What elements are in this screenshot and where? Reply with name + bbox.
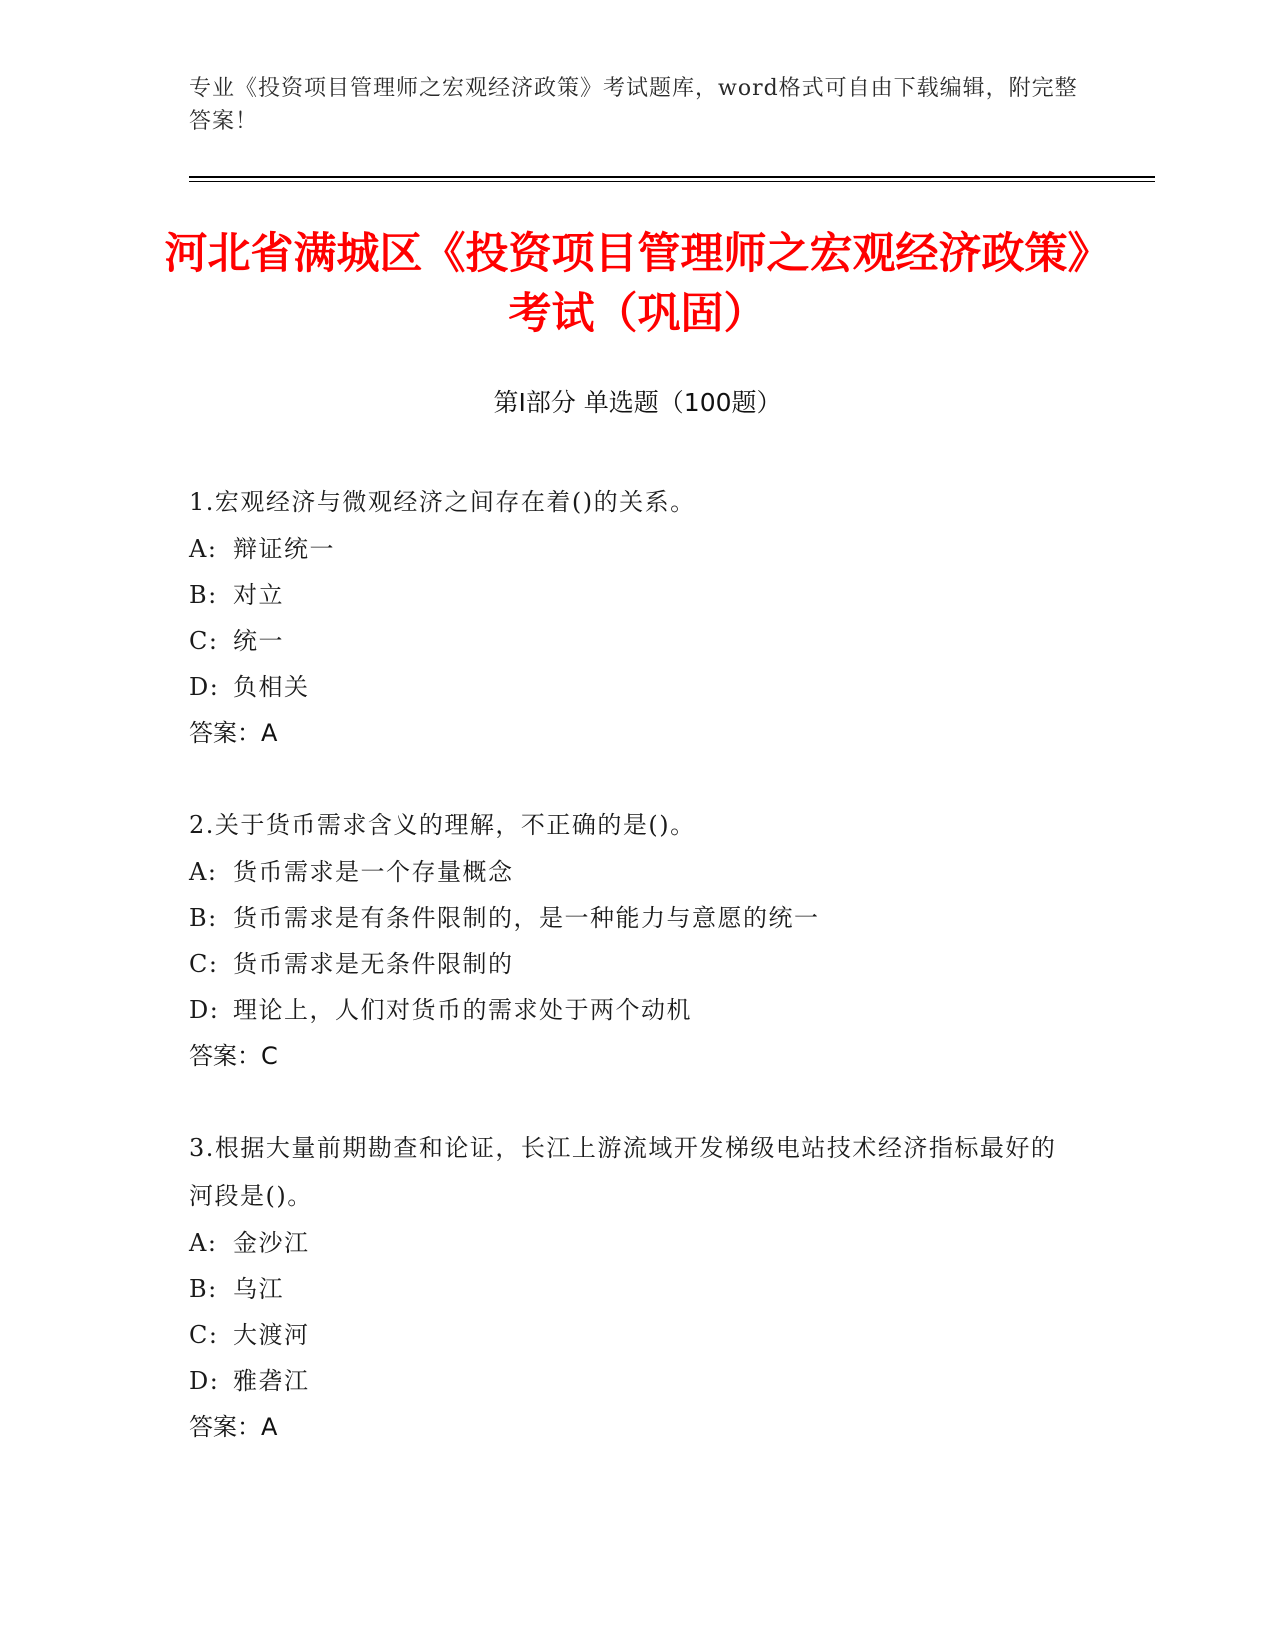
option-d <box>189 1358 1069 1404</box>
option-letter: D: <box>189 1367 220 1395</box>
header-note: 专业《投资项目管理师之宏观经济政策》考试题库，word格式可自由下载编辑，附完整答案！ <box>189 76 1078 134</box>
option-text: 统一 <box>233 627 284 655</box>
question-stem: 3.根据大量前期勘查和论证，长江上游流域开发梯级电站技术经济指标最好的河段是()。 <box>189 1134 1057 1210</box>
option-letter: C: <box>189 1321 219 1349</box>
option-text: 货币需求是无条件限制的 <box>233 950 514 978</box>
header-divider-thick <box>189 176 1155 178</box>
option-text: 金沙江 <box>233 1229 310 1257</box>
document-title: 河北省满城区《投资项目管理师之宏观经济政策》考试（巩固） <box>164 229 1111 339</box>
option-c <box>189 1312 1069 1358</box>
question-2 <box>189 801 1069 1079</box>
option-a <box>189 526 1069 572</box>
option-text: 雅砻江 <box>233 1367 310 1395</box>
option-letter: D: <box>189 996 220 1024</box>
option-b <box>189 572 1069 618</box>
option-letter: C: <box>189 950 219 978</box>
option-text: 辩证统一 <box>233 535 335 563</box>
option-b <box>189 895 1069 941</box>
option-c <box>189 618 1069 664</box>
option-text: 负相关 <box>233 673 310 701</box>
option-text: 乌江 <box>233 1275 284 1303</box>
option-letter: B: <box>189 904 218 932</box>
option-letter: B: <box>189 1275 218 1303</box>
option-c <box>189 941 1069 987</box>
answer-line: 答案：C <box>189 1042 278 1070</box>
answer-line: 答案：A <box>189 719 278 747</box>
option-letter: B: <box>189 581 218 609</box>
option-letter: D: <box>189 673 220 701</box>
option-text: 大渡河 <box>233 1321 310 1349</box>
option-a <box>189 1220 1069 1266</box>
option-text: 货币需求是有条件限制的，是一种能力与意愿的统一 <box>233 904 820 932</box>
question-stem: 1.宏观经济与微观经济之间存在着()的关系。 <box>189 488 696 516</box>
option-text: 理论上，人们对货币的需求处于两个动机 <box>233 996 692 1024</box>
option-letter: A: <box>189 535 218 563</box>
option-text: 对立 <box>233 581 284 609</box>
option-letter: A: <box>189 1229 218 1257</box>
answer-line: 答案：A <box>189 1413 278 1441</box>
question-stem: 2.关于货币需求含义的理解，不正确的是()。 <box>189 811 696 839</box>
option-b <box>189 1266 1069 1312</box>
question-1 <box>189 478 1069 756</box>
option-d <box>189 664 1069 710</box>
option-text: 货币需求是一个存量概念 <box>233 858 514 886</box>
question-list <box>189 478 1069 1495</box>
option-letter: A: <box>189 858 218 886</box>
question-3 <box>189 1124 1069 1450</box>
section-heading: 第Ⅰ部分 单选题（100题） <box>493 388 782 417</box>
option-letter: C: <box>189 627 219 655</box>
header-divider-thin <box>189 181 1155 182</box>
option-a <box>189 849 1069 895</box>
option-d <box>189 987 1069 1033</box>
